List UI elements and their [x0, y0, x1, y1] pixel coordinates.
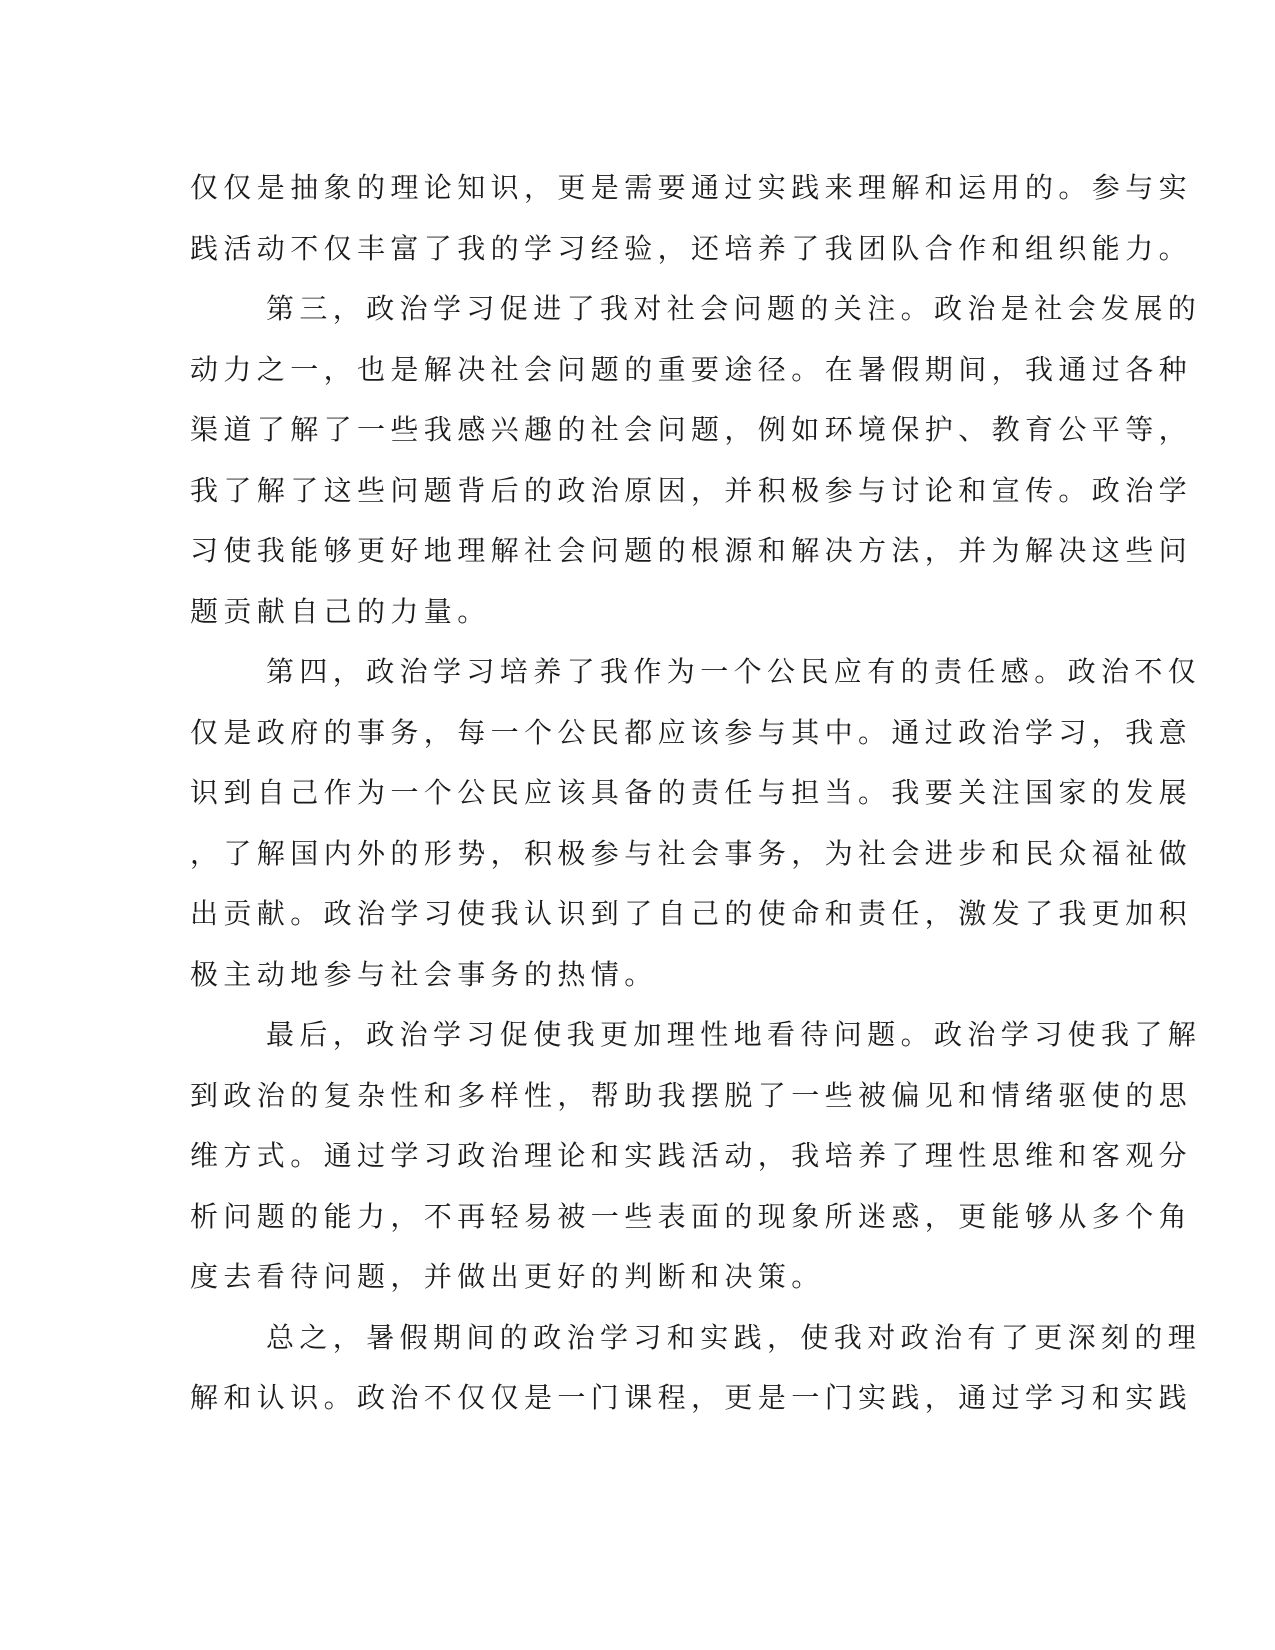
text-line-21: 解和认识。政治不仅仅是一门课程，更是一门实践，通过学习和实践 [190, 1381, 1193, 1414]
paragraph-start-line-3: 第三，政治学习促进了我对社会问题的关注。政治是社会发展的 [266, 292, 1202, 325]
text-line-16: 到政治的复杂性和多样性，帮助我摆脱了一些被偏见和情绪驱使的思 [190, 1078, 1193, 1112]
paragraph-start-line-20: 总之，暑假期间的政治学习和实践，使我对政治有了更深刻的理 [266, 1320, 1202, 1354]
text-line-5: 渠道了解了一些我感兴趣的社会问题，例如环境保护、教育公平等， [190, 413, 1193, 446]
text-line-10: 仅是政府的事务，每一个公民都应该参与其中。通过政治学习，我意 [190, 715, 1193, 749]
text-line-7: 习使我能够更好地理解社会问题的根源和解决方法，并为解决这些问 [190, 534, 1193, 567]
text-line-8: 题贡献自己的力量。 [190, 594, 491, 628]
text-line-18: 析问题的能力，不再轻易被一些表面的现象所迷惑，更能够从多个角 [190, 1199, 1193, 1233]
essay-text-block [190, 158, 1202, 1429]
text-line-14: 极主动地参与社会事务的热情。 [190, 957, 658, 991]
text-line-19: 度去看待问题，并做出更好的判断和决策。 [190, 1260, 825, 1293]
text-line-6: 我了解了这些问题背后的政治原因，并积极参与讨论和宣传。政治学 [190, 473, 1193, 507]
text-line-12: ，了解国内外的形势，积极参与社会事务，为社会进步和民众福祉做 [190, 836, 1193, 870]
text-line-1: 仅仅是抽象的理论知识，更是需要通过实践来理解和运用的。参与实 [190, 171, 1193, 204]
text-line-13: 出贡献。政治学习使我认识到了自己的使命和责任，激发了我更加积 [190, 897, 1193, 930]
paragraph-start-line-15: 最后，政治学习促使我更加理性地看待问题。政治学习使我了解 [266, 1018, 1202, 1051]
text-line-4: 动力之一，也是解决社会问题的重要途径。在暑假期间，我通过各种 [190, 352, 1193, 386]
paragraph-start-line-9: 第四，政治学习培养了我作为一个公民应有的责任感。政治不仅 [266, 655, 1202, 688]
text-line-11: 识到自己作为一个公民应该具备的责任与担当。我要关注国家的发展 [190, 776, 1193, 809]
text-line-17: 维方式。通过学习政治理论和实践活动，我培养了理性思维和客观分 [190, 1139, 1193, 1172]
text-line-2: 践活动不仅丰富了我的学习经验，还培养了我团队合作和组织能力。 [190, 231, 1193, 265]
